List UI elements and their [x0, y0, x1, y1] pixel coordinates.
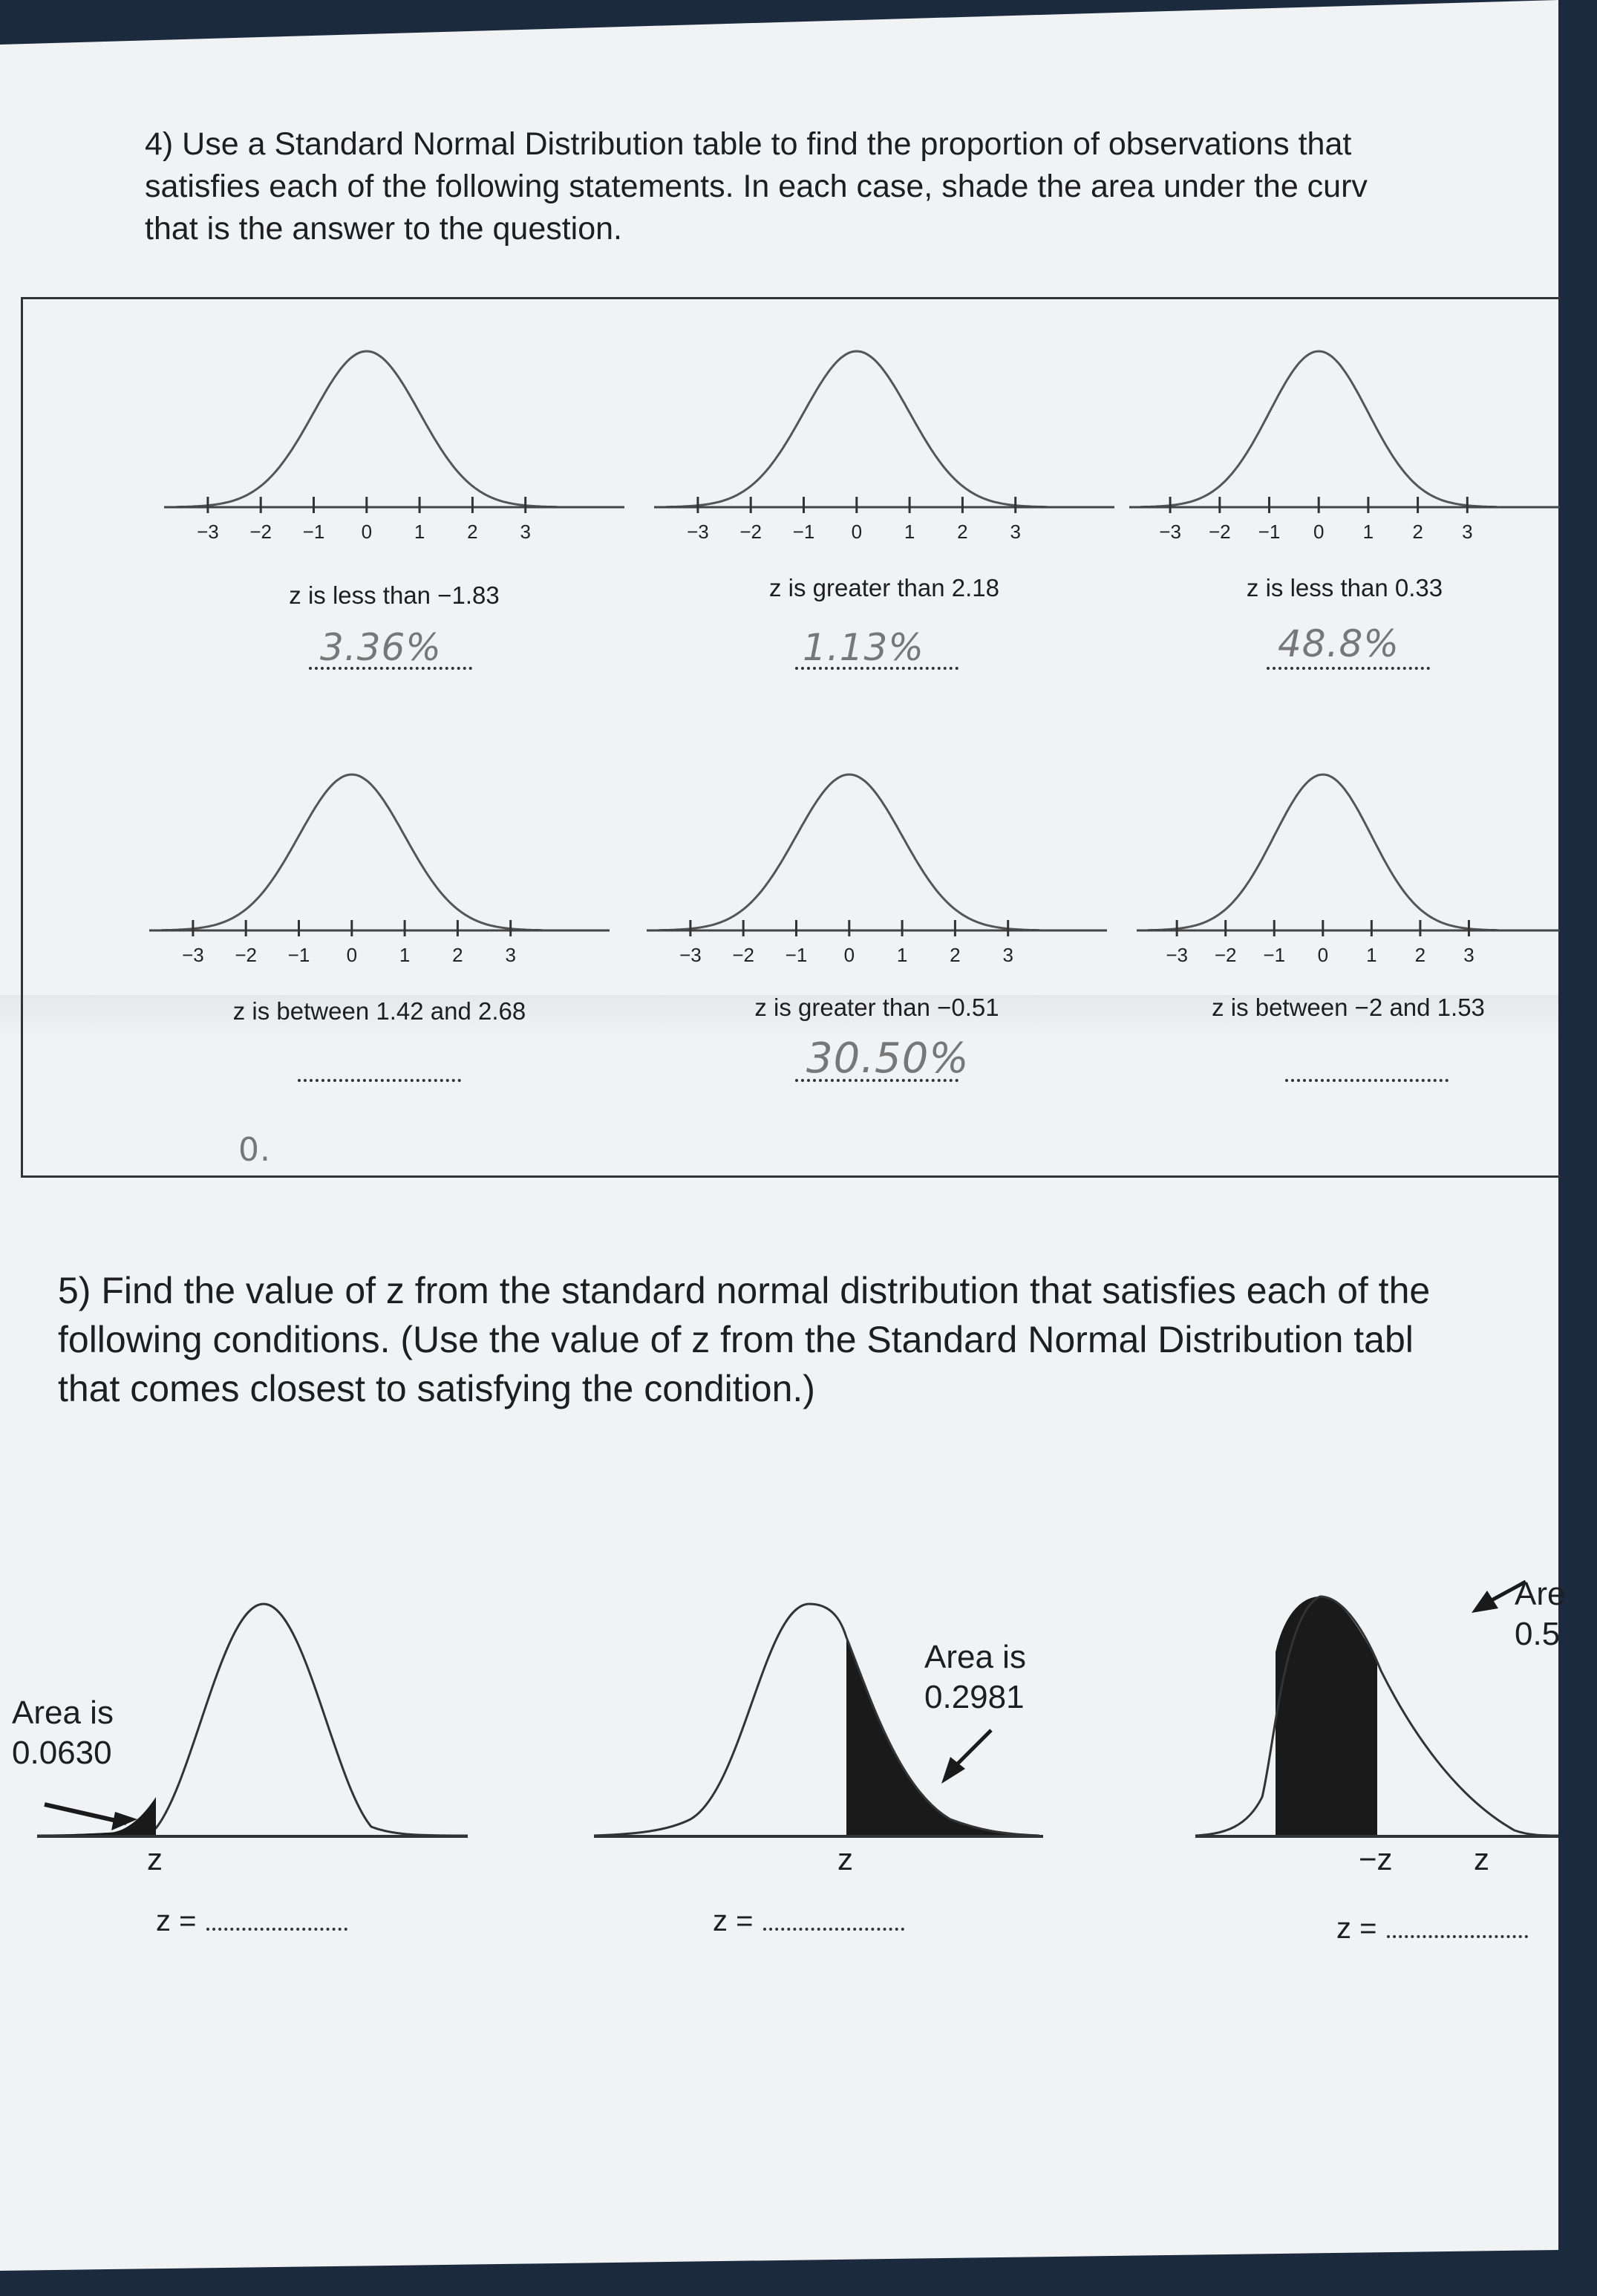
tick-label: −3	[197, 521, 219, 543]
tick-label: −1	[287, 944, 310, 966]
answer-line	[795, 1079, 958, 1082]
tick-label: −1	[785, 944, 808, 966]
handwritten-answer: 1.13%	[803, 626, 924, 669]
tick-label: −3	[182, 944, 204, 966]
tick-label: 0	[851, 521, 863, 543]
bell-curve	[176, 351, 557, 507]
normal-curve	[1137, 752, 1560, 990]
normal-curve	[647, 752, 1107, 990]
tick-label: 3	[1462, 521, 1473, 543]
tick-label: −3	[1159, 521, 1181, 543]
tick-label: 1	[1366, 944, 1377, 966]
tick-label: −2	[1214, 944, 1237, 966]
z-label: z	[1474, 1842, 1489, 1876]
tick-label: −2	[249, 521, 272, 543]
tick-label: −3	[679, 944, 702, 966]
item-caption: z is greater than 2.18	[768, 574, 1000, 601]
q5-line-1: 5) Find the value of z from the standard normal distribution that satisfies each of the	[58, 1270, 1431, 1311]
q4-line-3: that is the answer to the question.	[145, 211, 623, 247]
area-value: 0.0630	[12, 1735, 112, 1771]
stray-handwritten-mark: 0.	[238, 1131, 271, 1169]
area-value: 0.5	[1515, 1616, 1561, 1652]
tick-label: 2	[467, 521, 478, 543]
area-label: Area is	[924, 1639, 1026, 1675]
tick-label: 2	[452, 944, 463, 966]
z-equals: z =	[1336, 1912, 1377, 1945]
tick-label: 3	[1010, 521, 1021, 543]
tick-label: −3	[1166, 944, 1188, 966]
q4-line-1: 4) Use a Standard Normal Distribution table to find the proportion of observations that	[145, 126, 1352, 162]
z-label: z	[837, 1842, 853, 1876]
tick-label: 3	[520, 521, 531, 543]
tick-label: −2	[739, 521, 762, 543]
q4-item-1	[164, 329, 624, 671]
handwritten-answer: 30.50%	[806, 1034, 970, 1083]
item-caption: z is greater than −0.51	[754, 994, 999, 1021]
bell-curve	[1140, 351, 1497, 507]
q5-middle-diagram	[579, 1574, 1099, 1990]
z-answer	[713, 1905, 904, 1938]
tick-label: −1	[1258, 521, 1281, 543]
q4-item-3	[1129, 329, 1590, 671]
z-label: z	[147, 1842, 163, 1876]
tick-label: 0	[346, 944, 358, 966]
answer-line	[298, 1079, 461, 1082]
q4-line-2: satisfies each of the following statements. In each case, shade the area under the curv	[145, 169, 1368, 204]
item-caption: z is less than 0.33	[1246, 574, 1443, 601]
answer-dots	[1387, 1935, 1528, 1938]
bell-curve	[666, 351, 1047, 507]
tick-label: −1	[302, 521, 325, 543]
q5-right-diagram	[1188, 1574, 1566, 1990]
handwritten-answer: 3.36%	[320, 626, 442, 669]
handwritten-answer: 48.8%	[1278, 622, 1400, 665]
tick-label: −2	[1208, 521, 1231, 543]
tick-label: 1	[399, 944, 411, 966]
q4-item-6	[1137, 752, 1597, 1094]
normal-curve	[164, 329, 624, 567]
tick-label: 2	[950, 944, 961, 966]
area-label: Area is	[12, 1695, 114, 1731]
q4-item-4	[149, 752, 610, 1094]
tick-label: 2	[1412, 521, 1423, 543]
tick-label: 0	[1317, 944, 1329, 966]
answer-line	[1267, 667, 1430, 670]
tick-label: 0	[1313, 521, 1325, 543]
tick-label: −1	[1263, 944, 1286, 966]
tick-label: 3	[505, 944, 516, 966]
tick-label: 1	[414, 521, 425, 543]
answer-dots	[206, 1928, 347, 1931]
tick-label: −2	[235, 944, 258, 966]
q4-item-2	[654, 329, 1114, 671]
z-answer	[156, 1905, 347, 1938]
z-equals: z =	[156, 1905, 197, 1937]
q5-line-3: that comes closest to satisfying the condition.)	[58, 1368, 815, 1409]
tick-label: 3	[1002, 944, 1013, 966]
answer-line	[1285, 1079, 1449, 1082]
neg-z-label: −z	[1359, 1842, 1393, 1876]
bell-curve	[659, 774, 1039, 930]
z-equals: z =	[713, 1905, 754, 1937]
normal-curve	[654, 329, 1114, 567]
tick-label: 1	[1362, 521, 1374, 543]
answer-line	[309, 667, 472, 670]
tick-label: 0	[843, 944, 855, 966]
bell-curve	[1148, 774, 1498, 930]
tick-label: −3	[687, 521, 709, 543]
tick-label: −2	[732, 944, 755, 966]
item-caption: z is less than −1.83	[289, 581, 500, 609]
item-caption: z is between 1.42 and 2.68	[232, 997, 526, 1025]
area-label: Are	[1515, 1576, 1566, 1612]
bell-curve	[161, 774, 542, 930]
q4-diagram-box	[21, 297, 1561, 1178]
item-caption: z is between −2 and 1.53	[1212, 994, 1485, 1021]
tick-label: −1	[792, 521, 815, 543]
q4-item-5	[647, 752, 1107, 1094]
tick-label: 2	[1414, 944, 1426, 966]
q5-line-2: following conditions. (Use the value of z from the Standard Normal Distribution tabl	[58, 1319, 1414, 1360]
area-value: 0.2981	[924, 1679, 1025, 1715]
answer-line	[795, 667, 958, 670]
tick-label: 3	[1463, 944, 1474, 966]
tick-label: 0	[361, 521, 373, 543]
tick-label: 1	[896, 944, 908, 966]
answer-dots	[763, 1928, 904, 1931]
z-answer	[1336, 1912, 1528, 1946]
tick-label: 1	[904, 521, 915, 543]
normal-curve	[149, 752, 610, 990]
q5-left-diagram	[0, 1574, 520, 1990]
tick-label: 2	[957, 521, 968, 543]
normal-curve	[1129, 329, 1560, 567]
